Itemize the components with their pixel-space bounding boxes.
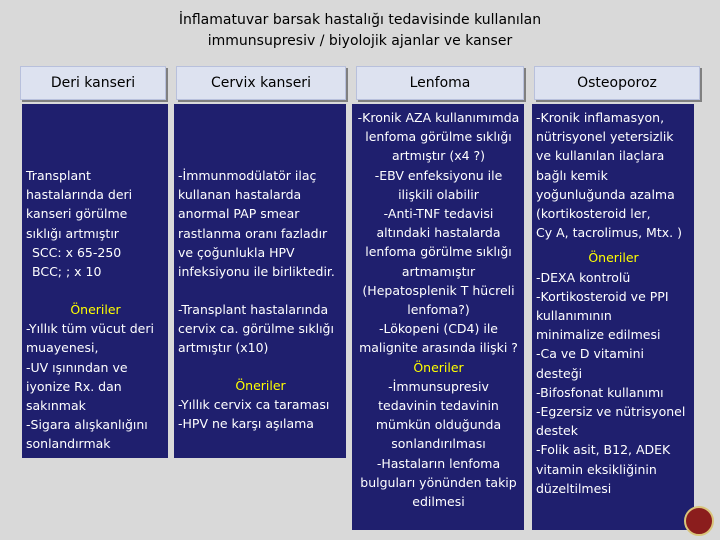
osteoporoz-oneri: vitamin eksikliğinin xyxy=(536,461,657,477)
university-logo-icon xyxy=(684,506,714,536)
title-line-2: immunsupresiv / biyolojik ajanlar ve kanser xyxy=(207,33,513,49)
cervix-lines-1 xyxy=(178,166,343,281)
lenfoma-line: -EBV enfeksiyonu ile xyxy=(374,167,503,183)
osteoporoz-oneri: -Folik asit, B12, ADEK xyxy=(536,442,671,458)
deri-line: BCC; ; x 10 xyxy=(32,264,102,280)
osteoporoz-oneri: -Ca ve D vitamini xyxy=(536,346,645,362)
osteoporoz-oneri: -Bifosfonat kullanımı xyxy=(536,384,664,400)
lenfoma-line: (Hepatosplenik T hücreli xyxy=(362,282,515,298)
deri-oneriler-heading: Öneriler xyxy=(70,302,121,317)
deri-oneri: iyonize Rx. dan xyxy=(26,378,122,394)
osteoporoz-oneriler-heading: Öneriler xyxy=(588,250,639,266)
lenfoma-lines xyxy=(356,108,521,511)
deri-line: SCC: x 65-250 xyxy=(32,244,122,260)
cervix-line: ve çoğunlukla HPV xyxy=(178,244,295,260)
lenfoma-oneri: -İmmunsupresiv xyxy=(388,378,489,394)
header-osteoporoz: Osteoporoz xyxy=(534,66,700,100)
deri-oneriler xyxy=(26,300,165,454)
lenfoma-oneri: mümkün olduğunda xyxy=(375,417,502,433)
cervix-line: artmıştır (x10) xyxy=(178,340,269,356)
osteoporoz-oneri: -Kortikosteroid ve PPI xyxy=(536,288,669,304)
osteoporoz-line: -Kronik inflamasyon, xyxy=(536,110,665,125)
cervix-line: cervix ca. görülme sıklığı xyxy=(178,321,334,337)
lenfoma-oneri: bulguları yönünden takip xyxy=(360,474,517,490)
lenfoma-line: artmamıştır xyxy=(401,263,476,279)
slide-title xyxy=(0,10,720,52)
cervix-line: rastlanma oranı fazladır xyxy=(178,225,328,241)
header-cervix: Cervix kanseri xyxy=(176,66,346,100)
lenfoma-oneriler-heading: Öneriler xyxy=(413,359,464,375)
lenfoma-line: -Lökopeni (CD4) ile xyxy=(378,321,498,337)
lenfoma-line: -Kronik AZA kullanımımda xyxy=(357,110,520,125)
column-osteoporoz xyxy=(532,104,694,530)
osteoporoz-oneri: destek xyxy=(536,423,578,439)
title-line-1: İnflamatuvar barsak hastalığı tedavisinde kullanılan xyxy=(178,12,542,28)
lenfoma-line: altındaki hastalarda xyxy=(376,225,501,241)
osteoporoz-line: ve kullanılan ilaçlara xyxy=(536,148,665,164)
lenfoma-line: lenfoma görülme sıklığı xyxy=(365,129,512,145)
osteoporoz-oneri: düzeltilmesi xyxy=(536,480,612,496)
cervix-line: kullanan hastalarda xyxy=(178,187,302,203)
deri-oneri: -Sigara alışkanlığını xyxy=(26,417,148,433)
osteoporoz-line: yoğunluğunda azalma xyxy=(536,186,675,202)
osteoporoz-line: Cy A, tacrolimus, Mtx. ) xyxy=(536,225,682,241)
cervix-oneri: -HPV ne karşı aşılama xyxy=(178,416,314,432)
deri-lines xyxy=(26,166,165,281)
cervix-oneri: -Yıllık cervix ca taraması xyxy=(178,397,330,413)
deri-oneri: sakınmak xyxy=(26,398,86,414)
lenfoma-line: lenfoma?) xyxy=(407,302,470,318)
osteoporoz-line: bağlı kemik xyxy=(536,167,608,183)
lenfoma-line: artmıştır (x4 ?) xyxy=(391,148,486,164)
column-cervix xyxy=(174,104,346,458)
osteoporoz-oneri: -Egzersiz ve nütrisyonel xyxy=(536,404,686,420)
deri-line: Transplant xyxy=(26,168,91,183)
osteoporoz-line: nütrisyonel yetersizlik xyxy=(536,129,674,145)
osteoporoz-oneri: kullanımının xyxy=(536,308,612,324)
header-lenfoma: Lenfoma xyxy=(356,66,524,100)
deri-line: kanseri görülme xyxy=(26,206,128,222)
osteoporoz-oneri: minimalize edilmesi xyxy=(536,327,661,343)
cervix-oneriler-heading: Öneriler xyxy=(235,378,286,393)
cervix-line: -Transplant hastalarında xyxy=(178,302,329,317)
deri-oneri: -UV ışınından ve xyxy=(26,359,128,375)
lenfoma-line: malignite arasında ilişki ? xyxy=(359,340,518,356)
cervix-lines-2 xyxy=(178,300,343,358)
cervix-oneriler xyxy=(178,376,343,434)
lenfoma-oneri: edilmesi xyxy=(412,494,465,510)
column-lenfoma xyxy=(352,104,524,530)
lenfoma-oneri: sonlandırılması xyxy=(391,436,486,452)
deri-oneri: sonlandırmak xyxy=(26,436,111,452)
deri-line: hastalarında deri xyxy=(26,187,133,203)
lenfoma-line: lenfoma görülme sıklığı xyxy=(365,244,512,260)
osteoporoz-lines xyxy=(536,108,691,498)
cervix-line: anormal PAP smear xyxy=(178,206,300,222)
header-row xyxy=(20,66,700,102)
header-deri: Deri kanseri xyxy=(20,66,166,100)
lenfoma-line: ilişkili olabilir xyxy=(398,186,479,202)
lenfoma-oneri: tedavinin tedavinin xyxy=(378,398,499,414)
column-deri xyxy=(22,104,168,458)
deri-oneri: muayenesi, xyxy=(26,340,99,356)
deri-line: sıklığı artmıştır xyxy=(26,225,119,241)
lenfoma-oneri: -Hastaların lenfoma xyxy=(376,455,501,471)
deri-oneri: -Yıllık tüm vücut deri xyxy=(26,321,154,337)
osteoporoz-oneri: desteği xyxy=(536,365,583,381)
osteoporoz-line: (kortikosteroid ler, xyxy=(536,206,651,222)
osteoporoz-oneri: -DEXA kontrolü xyxy=(536,269,631,285)
lenfoma-line: -Anti-TNF tedavisi xyxy=(383,206,494,222)
cervix-line: infeksiyonu ile birliktedir. xyxy=(178,264,335,280)
cervix-line: -İmmunmodülatör ilaç xyxy=(178,168,317,183)
